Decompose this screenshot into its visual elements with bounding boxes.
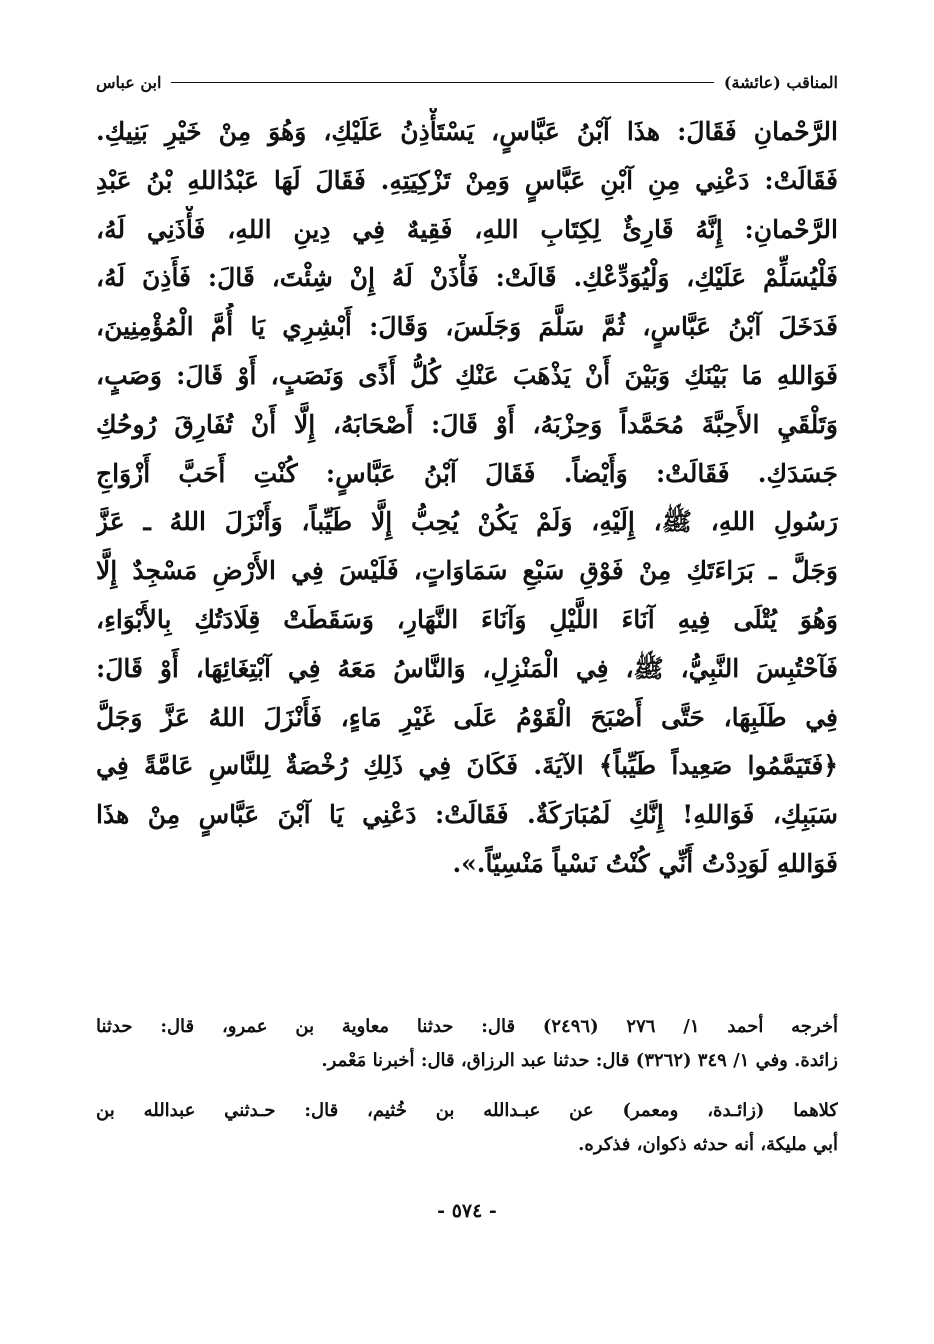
text-line: فَوَاللهِ مَا بَيْنَكِ وَبَيْنَ أَنْ يَذْهَبَ عَنْكِ كُلُّ أَذًى وَنَصَبٍ، أَوْ قَالَ: وَصَبٍ، (96, 360, 838, 390)
text-line-last: فَوَاللهِ لَوَدِدْتُ أَنِّي كُنْتُ نَسْياً مَنْسِيّاً.». (452, 848, 838, 878)
header-rule (171, 82, 713, 83)
header-section-title: المناقب (عائشة) (723, 72, 838, 92)
header-subject-title: ابن عباس (96, 72, 162, 92)
text-line: فَآحْتُبِسَ النَّبِيُّ، ﷺ، فِي الْمَنْزِلِ، وَالنَّاسُ مَعَهُ فِي آبْتِغَائِهَا، أَوْ قَالَ: (96, 653, 838, 683)
text-line: الرَّحْمانِ: إِنَّهُ قَارِئٌ لِكِتَابِ اللهِ، فَقِيهٌ فِي دِينِ اللهِ، فَأْذَنِي لَهُ، (96, 214, 838, 244)
text-line: وَتَلْقَيِ الأَحِبَّةَ مُحَمَّداً وَحِزْبَهُ، أَوْ قَالَ: أَصْحَابَهُ، إِلَّا أَنْ تُفَارِقَ رُوحُكِ (96, 409, 838, 439)
footnote-line: زائدة. وفي ١/ ٣٤٩ (٣٢٦٢) قال: حدثنا عبد الرزاق، قال: أخبرنا مَعْمر. (321, 1050, 838, 1071)
text-line: فِي طَلَبِهَا، حَتَّى أَصْبَحَ الْقَوْمُ عَلَى غَيْرِ مَاءٍ، فَأَنْزَلَ اللهُ عَزَّ وَجَلَّ (96, 702, 838, 732)
text-line: رَسُولِ اللهِ، ﷺ، إِلَيْهِ، وَلَمْ يَكُنْ يُحِبُّ إِلَّا طَيِّباً، وَأَنْزَلَ اللهُ ـ عَزَّ (96, 507, 838, 537)
text-line: سَبَبِكِ، فَوَاللهِ! إِنَّكِ لَمُبَارَكَةٌ. فَقَالَتْ: دَعْنِي يَا آبْنَ عَبَّاسٍ مِنْ هذَا (96, 800, 838, 830)
running-header (96, 70, 838, 94)
text-line: فَلْيُسَلِّمْ عَلَيْكِ، وَلْيُوَدِّعْكِ. قَالَتْ: فَأْذَنْ لَهُ إِنْ شِئْتَ، قَالَ: فَأَذِنَ لَهُ، (96, 263, 838, 293)
text-line: فَقَالَتْ: دَعْنِي مِنِ آبْنِ عَبَّاسٍ وَمِنْ تَزْكِيَتِهِ. فَقَالَ لَهَا عَبْدُاللهِ بْنُ عَبْدِ (96, 165, 838, 195)
footnote-spacer (96, 1078, 838, 1094)
text-line: جَسَدَكِ. فَقَالَتْ: وَأَيْضاً. فَقَالَ آبْنُ عَبَّاسٍ: كُنْتِ أَحَبَّ أَزْوَاجِ (96, 458, 838, 488)
text-line: وَجَلَّ ـ بَرَاءَتَكِ مِنْ فَوْقِ سَبْعِ سَمَاوَاتٍ، فَلَيْسَ فِي الأَرْضِ مَسْجِدٌ إِلَّا (96, 556, 838, 586)
footnote-line: أبي مليكة، أنه حدثه ذكوان، فذكره. (578, 1134, 838, 1155)
text-line: ﴿فَتَيَمَّمُوا صَعِيداً طَيِّباً﴾ الآيَةَ. فَكَانَ فِي ذَلِكِ رُخْصَةٌ لِلنَّاسِ عَامَّةً فِي (96, 751, 838, 781)
page-number: - ٥٧٤ - (437, 1200, 497, 1222)
text-line: فَدَخَلَ آبْنُ عَبَّاسٍ، ثُمَّ سَلَّمَ وَجَلَسَ، وَقَالَ: أَبْشِرِي يَا أُمَّ الْمُؤْمِنِينَ، (96, 312, 838, 342)
main-text (96, 108, 838, 889)
text-line: الرَّحْمانِ فَقَالَ: هذَا آبْنُ عَبَّاسٍ، يَسْتَأْذِنُ عَلَيْكِ، وَهُوَ مِنْ خَيْرِ بَنِيكِ. (96, 117, 838, 146)
footnotes (96, 1010, 838, 1162)
footnote-line: أخرجه أحمد ١/ ٢٧٦ (٢٤٩٦) قال: حدثنا معاوية بن عمرو، قال: حدثنا (96, 1016, 838, 1037)
text-line: وَهُوَ يُتْلَى فِيهِ آنَاءَ اللَّيْلِ وَآنَاءَ النَّهَارِ، وَسَقَطَتْ قِلَادَتُكِ بِالأَبْوَاءِ، (96, 604, 838, 634)
footnote-line: كلاهما (زائـدة، ومعمر) عن عبـدالله بن خُثيم، قال: حـدثني عبدالله بن (96, 1100, 838, 1121)
